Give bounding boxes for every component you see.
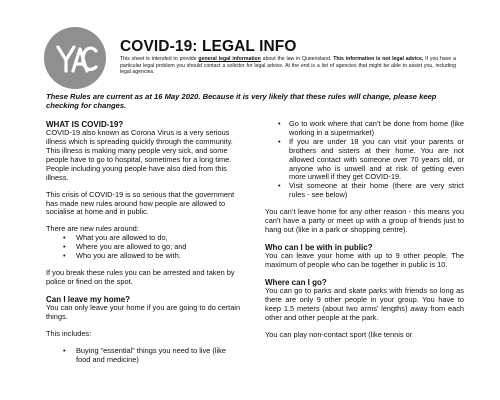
- organisation-logo: [44, 27, 106, 89]
- paragraph: You can go to parks and skate parks with friends so long as there are only 9 other people in your group. You have to keep 1.5 meters (about two arms’ lengths) away from each other and other people at the park.: [265, 286, 464, 322]
- paragraph: There are new rules around:: [46, 224, 139, 234]
- list-item: • Go to work where that can’t be done from home (like working in a supermarket): [265, 120, 464, 138]
- list-item: • What you are allowed to do,: [46, 234, 242, 243]
- section-heading-where-can-i-go: Where can I go?: [265, 277, 327, 287]
- paragraph: This includes:: [46, 328, 92, 338]
- rules-notice: These Rules are current as at 16 May 2020. Because it is very likely that these rules will change, please keep checking for changes.: [46, 92, 437, 111]
- intro-part: If you have a particular legal problem you should contact a solicitor for legal advice. At the end is a list of agencies that might be able to assist you, including legal agencies.: [120, 56, 456, 76]
- list-item: • Buying “essential” things you need to live (like food and medicine): [46, 347, 242, 365]
- reasons-list: [265, 120, 464, 200]
- logo-mark-icon: [44, 27, 106, 89]
- reasons-list: [46, 347, 242, 365]
- paragraph: You can only leave your home if you are going to do certain things.: [46, 303, 241, 321]
- list-item: • Visit someone at their home (there are very strict rules - see below): [265, 182, 464, 200]
- section-heading-leave-home: Can I leave my home?: [46, 294, 131, 304]
- paragraph: You can leave your home with up to 9 other people. The maximum of people who can be together in public is 10.: [265, 251, 464, 269]
- paragraph: COVID-19 also known as Corona Virus is a very serious illness which is spreading quickly through the community. This illness is making many people very sick, and some people have to go to hospital, sometimes for a long time. People including young people have also died from this illness.: [46, 128, 233, 182]
- section-heading-who-in-public: Who can I be with in public?: [265, 242, 373, 252]
- paragraph: You can’t leave home for any other reason - this means you can’t have a party or meet up with a group of friends just to hang out (like in a park or shopping centre).: [265, 207, 464, 234]
- right-column: [265, 120, 464, 340]
- paragraph: If you break these rules you can be arrested and taken by police or fined on the spot.: [46, 267, 235, 286]
- legal-disclaimer: This information is not legal advice.: [333, 56, 424, 62]
- list-item: • Where you are allowed to go; and: [46, 243, 242, 252]
- page-title: COVID-19: LEGAL INFO: [120, 38, 297, 55]
- paragraph: You can play non-contact sport (like tennis or: [265, 329, 413, 339]
- intro-part: about the law in Queensland.: [260, 56, 334, 62]
- section-heading-what-is-covid: WHAT IS COVID-19?: [46, 120, 124, 129]
- intro-text: [120, 56, 456, 76]
- paragraph: This crisis of COVID-19 is so serious that the government has made new rules around how people are allowed to socialise at home and in public.: [46, 189, 235, 217]
- left-column: [46, 120, 242, 365]
- rules-list: [46, 234, 242, 261]
- intro-part: This sheet is intended to provide: [120, 56, 199, 62]
- list-item: • If you are under 18 you can visit your parents or brothers and sisters at their home. You are not allowed contact with someone over 70 years old, or anyone who is unwell and at risk of getting even more unwell if they get COVID-19.: [265, 138, 464, 183]
- intro-emphasis: general legal information: [198, 56, 261, 62]
- list-item: • Who you are allowed to be with.: [46, 252, 242, 261]
